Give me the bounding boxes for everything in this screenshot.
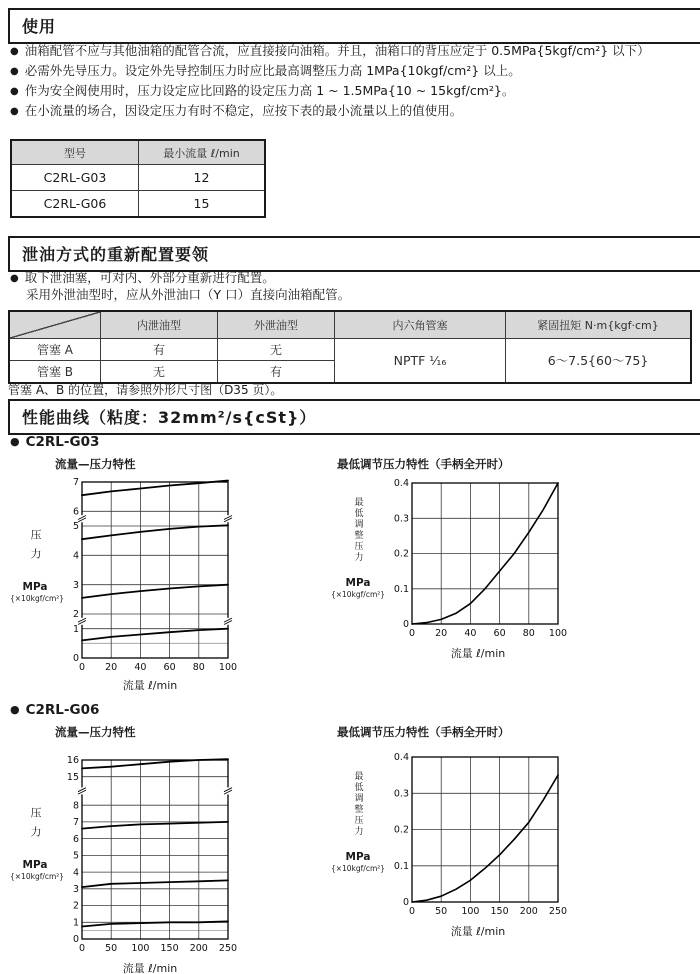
svg-text:100: 100: [218, 662, 238, 673]
svg-text:6: 6: [72, 506, 79, 518]
svg-text:16: 16: [66, 755, 79, 767]
plug-b-internal: 无: [101, 360, 218, 383]
col-header-hex-plug: 内六角管塞: [335, 311, 506, 338]
usage-bullet-4: 在小流量的场合，因设定压力有时不稳定，应按下表的最小流量以上的值使用。: [24, 103, 463, 118]
svg-text:5: 5: [72, 521, 79, 533]
chart-canvas-g06-flow-pressure: [60, 752, 240, 959]
section-title-drain-reconfig: 泄油方式的重新配置要领: [8, 236, 700, 272]
chart-title-g03-min-adjust: 最低调节压力特性（手柄全开时）: [337, 457, 510, 471]
bullet-icon: ●: [10, 273, 19, 284]
plug-a-internal: 有: [101, 338, 218, 360]
y-axis-label: 压力: [29, 529, 42, 567]
row-label-plug-b: 管塞 B: [9, 360, 101, 383]
y-axis-unit: MPa: [22, 581, 48, 593]
svg-text:100: 100: [461, 906, 480, 917]
svg-text:0.4: 0.4: [393, 752, 409, 764]
svg-text:3: 3: [72, 884, 79, 895]
svg-text:3: 3: [72, 579, 79, 591]
svg-text:100: 100: [131, 943, 150, 954]
svg-text:80: 80: [192, 662, 205, 673]
svg-text:0.3: 0.3: [393, 788, 409, 800]
bullet-icon: ●: [10, 46, 19, 57]
plug-a-external: 无: [218, 338, 335, 360]
bullet-icon: ●: [10, 703, 20, 716]
y-axis-subunit: {×10kgf/cm²}: [10, 594, 65, 603]
y-axis-unit: MPa: [345, 577, 371, 589]
table-row: [11, 191, 265, 218]
svg-text:20: 20: [105, 662, 118, 673]
svg-text:0: 0: [408, 906, 416, 917]
torque-value: 6～7.5{60～75}: [506, 338, 692, 383]
section-title-performance-curves: 性能曲线（粘度：32mm²/s{cSt}）: [8, 399, 700, 435]
flow-cell: 12: [139, 165, 266, 191]
y-axis-unit-block: [10, 752, 65, 881]
svg-text:150: 150: [160, 943, 179, 954]
svg-text:50: 50: [105, 943, 118, 954]
y-axis-unit-block: [330, 475, 386, 599]
col-header-min-flow: 最小流量 ℓ/min: [139, 140, 266, 165]
section-title-usage: 使用: [8, 8, 700, 44]
table-row: [11, 165, 265, 191]
bullet-icon: ●: [10, 66, 19, 77]
svg-text:2: 2: [72, 900, 79, 912]
chart-title-g06-flow-pressure: 流量—压力特性: [55, 725, 136, 739]
list-item: [10, 271, 690, 286]
model-heading-g06: [10, 702, 99, 718]
svg-text:7: 7: [72, 817, 79, 829]
svg-text:0: 0: [72, 934, 79, 946]
usage-bullet-list: [10, 44, 690, 124]
svg-text:15: 15: [66, 771, 79, 783]
svg-text:5: 5: [72, 850, 79, 862]
chart-g06-min-adjust: [330, 749, 570, 939]
svg-text:50: 50: [435, 906, 448, 917]
svg-text:0: 0: [78, 943, 86, 954]
svg-text:40: 40: [134, 662, 147, 673]
y-axis-unit-block: [330, 749, 386, 873]
y-axis-unit: MPa: [345, 851, 371, 863]
model-cell: C2RL-G03: [11, 165, 139, 191]
chart-canvas-g06-min-adjust: [386, 749, 570, 922]
svg-text:40: 40: [464, 628, 477, 639]
hex-plug-spec: NPTF ¹⁄₁₆: [335, 338, 506, 383]
svg-text:6: 6: [72, 833, 79, 845]
svg-text:2: 2: [72, 609, 79, 621]
table-row-plug-a: [9, 338, 691, 360]
usage-bullet-1: 油箱配管不应与其他油箱的配管合流，应直接接向油箱。并且，油箱口的背压应定于 0.5MPa{5kgf/cm²} 以下）: [24, 43, 650, 58]
svg-text:4: 4: [72, 867, 79, 879]
svg-text:8: 8: [72, 800, 79, 812]
y-axis-label: 压力: [29, 807, 42, 845]
y-axis-subunit: {×10kgf/cm²}: [330, 590, 386, 599]
svg-text:60: 60: [163, 662, 176, 673]
col-header-torque: 紧固扭矩 N·m{kgf·cm}: [506, 311, 692, 338]
y-axis-subunit: {×10kgf/cm²}: [10, 872, 65, 881]
svg-text:0: 0: [402, 619, 409, 631]
svg-text:1: 1: [72, 623, 79, 635]
table-header-row: [11, 140, 265, 165]
table-header-row: [9, 311, 691, 338]
chart-canvas-g03-min-adjust: [386, 475, 570, 644]
model-heading-g03: [10, 434, 99, 450]
model-name: C2RL-G06: [25, 702, 100, 718]
svg-text:150: 150: [490, 906, 509, 917]
x-axis-title: 流量 ℓ/min: [450, 925, 506, 938]
model-cell: C2RL-G06: [11, 191, 139, 218]
drain-bullet-1: 取下泄油塞，可对内、外部分重新进行配置。: [24, 270, 275, 285]
y-axis-unit: MPa: [22, 859, 48, 871]
svg-text:250: 250: [218, 943, 238, 954]
svg-text:7: 7: [72, 477, 79, 489]
svg-text:0: 0: [72, 653, 79, 665]
drain-bullet-continuation: 采用外泄油型时，应从外泄油口（Y 口）直接向油箱配管。: [26, 287, 351, 302]
x-axis-title: 流量 ℓ/min: [122, 679, 178, 692]
svg-text:200: 200: [519, 906, 538, 917]
svg-text:1: 1: [72, 917, 79, 929]
svg-text:80: 80: [522, 628, 535, 639]
bullet-icon: ●: [10, 106, 19, 117]
svg-text:4: 4: [72, 550, 79, 562]
min-flow-table: [10, 139, 266, 218]
y-axis-unit-block: [10, 474, 65, 603]
x-axis-title: 流量 ℓ/min: [122, 962, 178, 974]
svg-text:100: 100: [548, 628, 568, 639]
y-axis-label: 最低调整压力: [352, 497, 363, 563]
drain-bullet-list: [10, 271, 690, 302]
svg-text:0.2: 0.2: [393, 548, 409, 560]
x-axis-title: 流量 ℓ/min: [450, 647, 506, 660]
usage-bullet-2: 必需外先导压力。设定外先导控制压力时应比最高调整压力高 1MPa{10kgf/cm²} 以上。: [24, 63, 521, 78]
plug-b-external: 有: [218, 360, 335, 383]
chart-title-g06-min-adjust: 最低调节压力特性（手柄全开时）: [337, 725, 510, 739]
svg-text:0.4: 0.4: [393, 478, 409, 490]
diagonal-header-cell: [9, 311, 101, 338]
col-header-internal-drain: 内泄油型: [101, 311, 218, 338]
col-header-model: 型号: [11, 140, 139, 165]
usage-bullet-3: 作为安全阀使用时，压力设定应比回路的设定压力高 1 ~ 1.5MPa{10 ~ 15kgf/cm²}。: [24, 83, 515, 98]
chart-canvas-g03-flow-pressure: [60, 474, 240, 676]
svg-text:250: 250: [548, 906, 568, 917]
list-item: [10, 64, 690, 79]
y-axis-label: 最低调整压力: [352, 771, 363, 837]
svg-text:0: 0: [408, 628, 416, 639]
bullet-icon: ●: [10, 86, 19, 97]
chart-g03-min-adjust: [330, 475, 570, 661]
svg-text:0.1: 0.1: [393, 584, 409, 595]
chart-title-g03-flow-pressure: 流量—压力特性: [55, 457, 136, 471]
svg-text:0: 0: [78, 662, 86, 673]
y-axis-subunit: {×10kgf/cm²}: [330, 864, 386, 873]
bullet-icon: ●: [10, 435, 20, 448]
row-label-plug-a: 管塞 A: [9, 338, 101, 360]
model-name: C2RL-G03: [25, 434, 100, 450]
list-item: [10, 84, 690, 99]
svg-text:0: 0: [402, 897, 409, 909]
svg-text:20: 20: [435, 628, 448, 639]
svg-text:200: 200: [189, 943, 208, 954]
drain-note: 管塞 A、B 的位置，请参照外形尺寸图（D35 页）。: [8, 383, 283, 397]
list-item: [10, 104, 690, 119]
drain-config-table: [8, 310, 692, 384]
chart-g03-flow-pressure: [10, 474, 240, 693]
list-item: [10, 44, 690, 59]
col-header-external-drain: 外泄油型: [218, 311, 335, 338]
svg-text:60: 60: [493, 628, 506, 639]
flow-cell: 15: [139, 191, 266, 218]
svg-text:0.2: 0.2: [393, 824, 409, 836]
svg-text:0.3: 0.3: [393, 513, 409, 525]
chart-g06-flow-pressure: [10, 752, 240, 974]
svg-text:0.1: 0.1: [393, 861, 409, 872]
